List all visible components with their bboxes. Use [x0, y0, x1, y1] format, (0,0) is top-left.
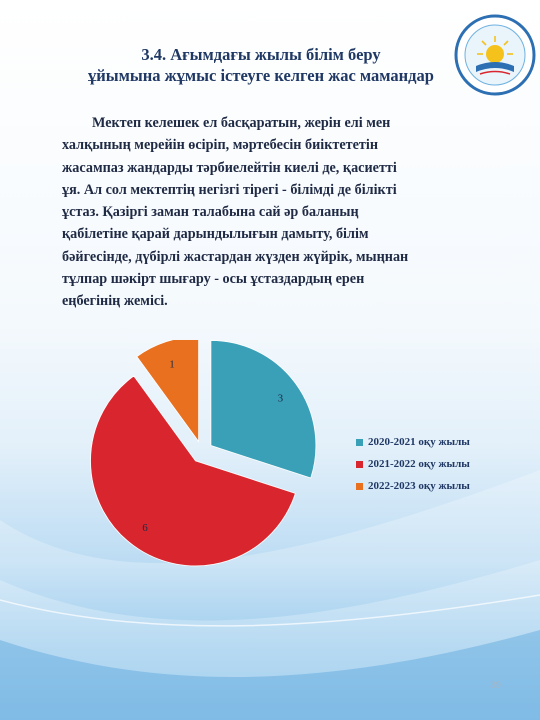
pie-data-label: 3	[277, 392, 284, 405]
body-paragraph	[62, 112, 472, 313]
pie-chart	[80, 340, 340, 580]
pie-data-label: 1	[169, 358, 175, 371]
body-line: еңбегінің жемісі.	[62, 293, 168, 310]
body-line: жасампаз жандарды тәрбиелейтін киелі де, қасиетті	[62, 159, 397, 176]
slide-title	[30, 44, 492, 86]
legend-swatch	[356, 483, 363, 490]
legend-item	[356, 475, 470, 497]
body-line: ұстаз. Қазіргі заман талабына сай әр баланың	[62, 204, 359, 221]
legend-swatch	[356, 439, 363, 446]
slide-title-line-1: 3.4. Ағымдағы жылы білім беру	[141, 45, 381, 64]
body-line: бәйгесінде, дүбірлі жастардан жүзден жүйрік, мыңнан	[62, 248, 409, 265]
pie-data-label: 6	[142, 522, 148, 535]
body-line: тұлпар шәкірт шығару - осы ұстаздардың ерен	[62, 271, 365, 288]
pie-slice	[211, 341, 316, 478]
body-line: ұя. Ал сол мектептің негізгі тірегі - білімді де білікті	[62, 181, 397, 198]
legend-label: 2020-2021 оқу жылы	[368, 436, 470, 448]
legend-item	[356, 453, 470, 475]
slide-title-line-2: ұйымына жұмыс істеуге келген жас мамандар	[88, 66, 434, 85]
chart-legend	[356, 431, 470, 497]
legend-swatch	[356, 461, 363, 468]
body-line: халқының мерейін өсіріп, мәртебесін биіктететін	[62, 137, 378, 154]
legend-label: 2022-2023 оқу жылы	[368, 480, 470, 492]
body-line: Мектеп келешек ел басқаратын, жерін елі мен	[92, 115, 391, 131]
legend-item	[356, 431, 470, 453]
legend-label: 2021-2022 оқу жылы	[368, 458, 470, 470]
page-number: 39	[490, 680, 502, 691]
body-line: қабілетіне қарай дарындылығын дамыту, білім	[62, 226, 369, 243]
